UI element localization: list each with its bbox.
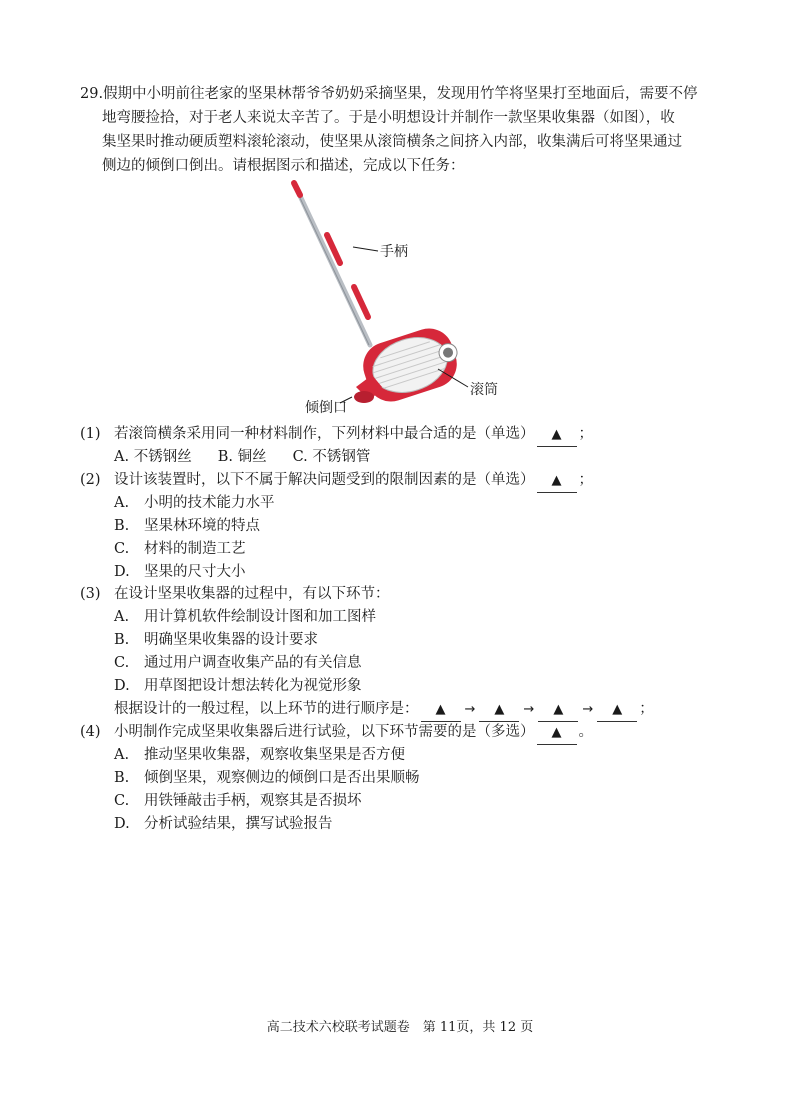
intro-line-1: 29.假期中小明前往老家的坚果林帮爷爷奶奶采摘坚果，发现用竹竿将坚果打至地面后，需要不停 bbox=[80, 86, 698, 102]
nut-collector-illustration bbox=[260, 175, 540, 415]
question-number: 29. bbox=[80, 86, 104, 102]
answer-blank-1[interactable]: ▲ bbox=[537, 423, 577, 447]
sub-question-1-options bbox=[114, 446, 370, 468]
handle-label: 手柄 bbox=[380, 244, 408, 260]
order-blank-2[interactable]: ▲ bbox=[479, 698, 519, 722]
sub-question-4: (4) 小明制作完成坚果收集器后进行试验，以下环节需要的是（多选） ▲ 。 bbox=[80, 721, 593, 745]
arrow-icon: → bbox=[523, 702, 535, 717]
option-2c: C. 材料的制造工艺 bbox=[114, 541, 246, 557]
option-3d: D. 用草图把设计想法转化为视觉形象 bbox=[114, 678, 362, 694]
order-blank-1[interactable]: ▲ bbox=[421, 698, 461, 722]
order-blank-3[interactable]: ▲ bbox=[538, 698, 578, 722]
option-1a: A. 不锈钢丝 bbox=[114, 449, 192, 465]
order-blank-4[interactable]: ▲ bbox=[597, 698, 637, 722]
arrow-icon: → bbox=[582, 702, 594, 717]
option-1c: C. 不锈钢管 bbox=[292, 449, 371, 465]
drum-label: 滚筒 bbox=[470, 382, 498, 398]
sub-question-2: (2) 设计该装置时，以下不属于解决问题受到的限制因素的是（单选） ▲ ； bbox=[80, 469, 593, 493]
sub-question-1: (1) 若滚筒横条采用同一种材料制作，下列材料中最合适的是（单选） ▲ ； bbox=[80, 423, 593, 447]
page-footer: 高二技术六校联考试题卷 第 11页，共 12 页 bbox=[266, 1020, 534, 1035]
question-intro bbox=[80, 82, 720, 178]
order-sequence-line: 根据设计的一般过程，以上环节的进行顺序是： ▲ → ▲ → ▲ → ▲ ； bbox=[114, 698, 654, 722]
option-4b: B. 倾倒坚果，观察侧边的倾倒口是否出果顺畅 bbox=[114, 770, 420, 786]
option-2a: A. 小明的技术能力水平 bbox=[114, 495, 275, 511]
option-2b: B. 坚果林环境的特点 bbox=[114, 518, 260, 534]
option-4c: C. 用铁锤敲击手柄，观察其是否损坏 bbox=[114, 793, 362, 809]
nut-collector-figure bbox=[260, 175, 540, 415]
option-4d: D. 分析试验结果，撰写试验报告 bbox=[114, 816, 333, 832]
intro-line-2: 地弯腰捡拾，对于老人来说太辛苦了。于是小明想设计并制作一款坚果收集器（如图），收 bbox=[102, 110, 675, 126]
answer-blank-2[interactable]: ▲ bbox=[537, 469, 577, 493]
option-3a: A. 用计算机软件绘制设计图和加工图样 bbox=[114, 609, 376, 625]
option-3c: C. 通过用户调查收集产品的有关信息 bbox=[114, 655, 362, 671]
sub-question-3: (3) 在设计坚果收集器的过程中，有以下环节： bbox=[80, 586, 390, 602]
option-4a: A. 推动坚果收集器，观察收集坚果是否方便 bbox=[114, 747, 405, 763]
answer-blank-4[interactable]: ▲ bbox=[537, 721, 577, 745]
option-2d: D. 坚果的尺寸大小 bbox=[114, 564, 246, 580]
option-3b: B. 明确坚果收集器的设计要求 bbox=[114, 632, 318, 648]
option-1b: B. 铜丝 bbox=[217, 449, 267, 465]
arrow-icon: → bbox=[464, 702, 476, 717]
outlet-label: 倾倒口 bbox=[305, 400, 347, 416]
intro-line-3: 集坚果时推动硬质塑料滚轮滚动，使坚果从滚筒横条之间挤入内部，收集满后可将坚果通过 bbox=[102, 134, 682, 150]
intro-line-4: 侧边的倾倒口倒出。请根据图示和描述，完成以下任务： bbox=[102, 158, 465, 174]
